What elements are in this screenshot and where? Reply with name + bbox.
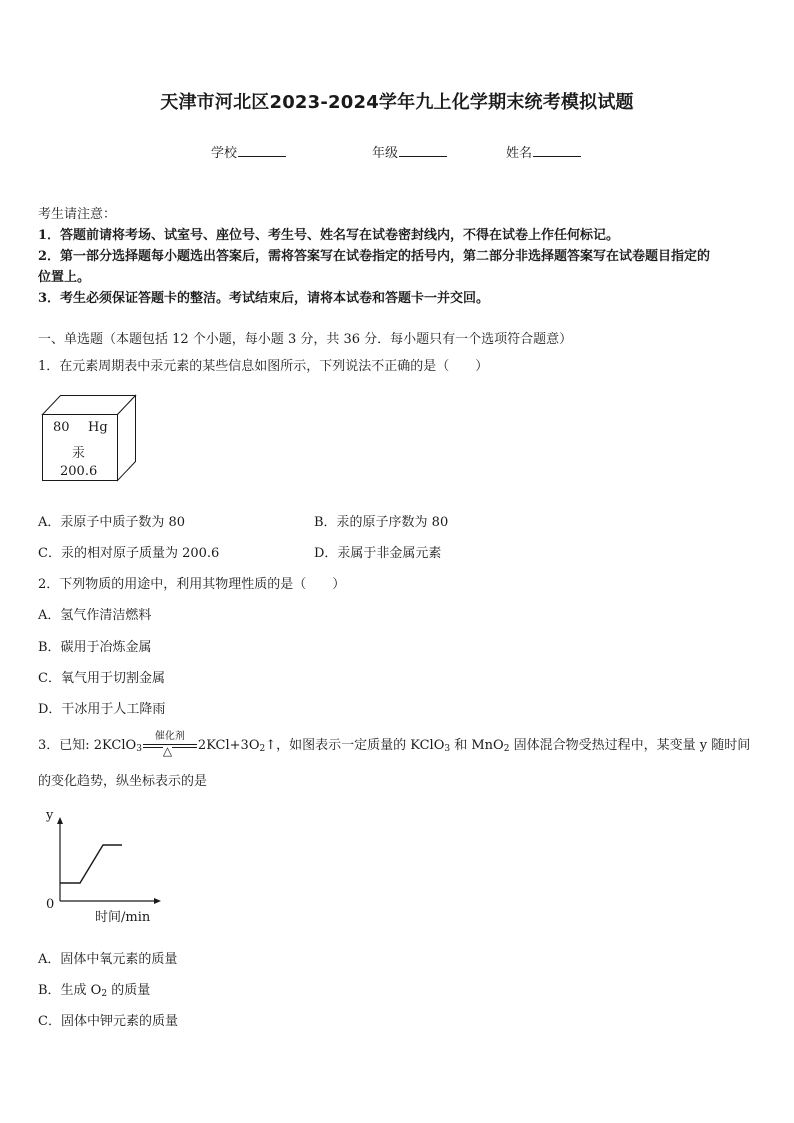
q3-option-b-pre: B．生成 O <box>38 983 102 998</box>
element-name: 汞 <box>72 446 86 461</box>
graph-x-label: 时间/min <box>95 910 151 925</box>
q1-option-b[interactable]: B．汞的原子序数为 80 <box>314 515 449 530</box>
notice-item-3: 3．考生必须保证答题卡的整洁。考试结束后，请将本试卷和答题卡一并交回。 <box>38 291 490 306</box>
q3-graph <box>40 808 170 923</box>
school-blank[interactable] <box>238 144 286 157</box>
q2-option-b[interactable]: B．碳用于冶炼金属 <box>38 640 152 655</box>
graph-y-label: y <box>46 808 54 823</box>
q3-option-b-post: 的质量 <box>107 983 151 998</box>
q3-sub-mno2: 2 <box>503 744 510 754</box>
school-field[interactable] <box>211 142 286 161</box>
q3-tail: 固体混合物受热过程中，某变量 y 随时间 <box>509 738 751 753</box>
q2-option-d[interactable]: D．干冰用于人工降雨 <box>38 702 166 717</box>
q1-option-c[interactable]: C．汞的相对原子质量为 200.6 <box>38 546 220 561</box>
x-axis-arrow <box>154 898 161 904</box>
page-title: 天津市河北区2023-2024学年九上化学期末统考模拟试题 <box>160 92 634 113</box>
q3-option-c[interactable]: C．固体中钾元素的质量 <box>38 1014 178 1029</box>
q1-option-d[interactable]: D．汞属于非金属元素 <box>314 546 442 561</box>
reaction-condition <box>143 730 197 758</box>
notice-heading: 考生请注意： <box>38 207 117 222</box>
q3-and: 和 MnO <box>450 738 504 753</box>
q3-prefix: 3．已知: 2KClO <box>38 738 137 753</box>
q1-stem: 1．在元素周期表中汞元素的某些信息如图所示，下列说法不正确的是（ ） <box>38 359 489 374</box>
name-label: 姓名 <box>506 146 533 161</box>
q2-stem: 2．下列物质的用途中，利用其物理性质的是（ ） <box>38 577 346 592</box>
q3-option-a[interactable]: A．固体中氧元素的质量 <box>38 952 178 967</box>
q3-sub-kclo3: 3 <box>444 744 451 754</box>
school-label: 学校 <box>211 146 238 161</box>
name-blank[interactable] <box>533 144 581 157</box>
element-cell <box>38 392 140 488</box>
q3-sub: 3 <box>136 744 142 754</box>
grade-label: 年级 <box>372 146 399 161</box>
atomic-number: 80 <box>53 420 70 435</box>
q3-option-b[interactable] <box>38 979 150 999</box>
element-symbol: Hg <box>88 420 108 435</box>
grade-blank[interactable] <box>399 144 447 157</box>
section-heading: 一、单选题（本题包括 12 个小题，每小题 3 分，共 36 分．每小题只有一个选项符合题意） <box>38 332 573 347</box>
heat-symbol: △ <box>162 743 173 758</box>
q1-option-a[interactable]: A．汞原子中质子数为 80 <box>38 515 186 530</box>
atomic-mass: 200.6 <box>60 464 98 479</box>
name-field[interactable] <box>506 142 581 161</box>
trend-line <box>60 845 122 883</box>
q2-option-a[interactable]: A．氢气作清洁燃料 <box>38 608 152 623</box>
notice-item-1: 1．答题前请将考场、试室号、座位号、考生号、姓名写在试卷密封线内，不得在试卷上作任何标记。 <box>38 228 620 243</box>
q3-stem-line1 <box>38 730 751 758</box>
q2-option-c[interactable]: C．氧气用于切割金属 <box>38 671 165 686</box>
notice-item-2-cont: 位置上。 <box>38 270 91 285</box>
notice-item-2: 2．第一部分选择题每小题选出答案后，需将答案写在试卷指定的括号内，第二部分非选择题答案写在试卷题目指定的 <box>38 249 711 264</box>
q3-arrow-text: ↑，如图表示一定质量的 KClO <box>265 738 445 753</box>
y-axis-arrow <box>57 817 63 824</box>
grade-field[interactable] <box>372 142 447 161</box>
catalyst-label: 催化剂 <box>154 730 185 742</box>
q3-sub-o2: 2 <box>259 744 266 754</box>
q3-option-b-sub: 2 <box>101 989 108 999</box>
q3-stem-line2: 的变化趋势，纵坐标表示的是 <box>38 774 208 789</box>
graph-origin: 0 <box>46 897 55 912</box>
q3-products: 2KCl+3O <box>197 738 260 753</box>
